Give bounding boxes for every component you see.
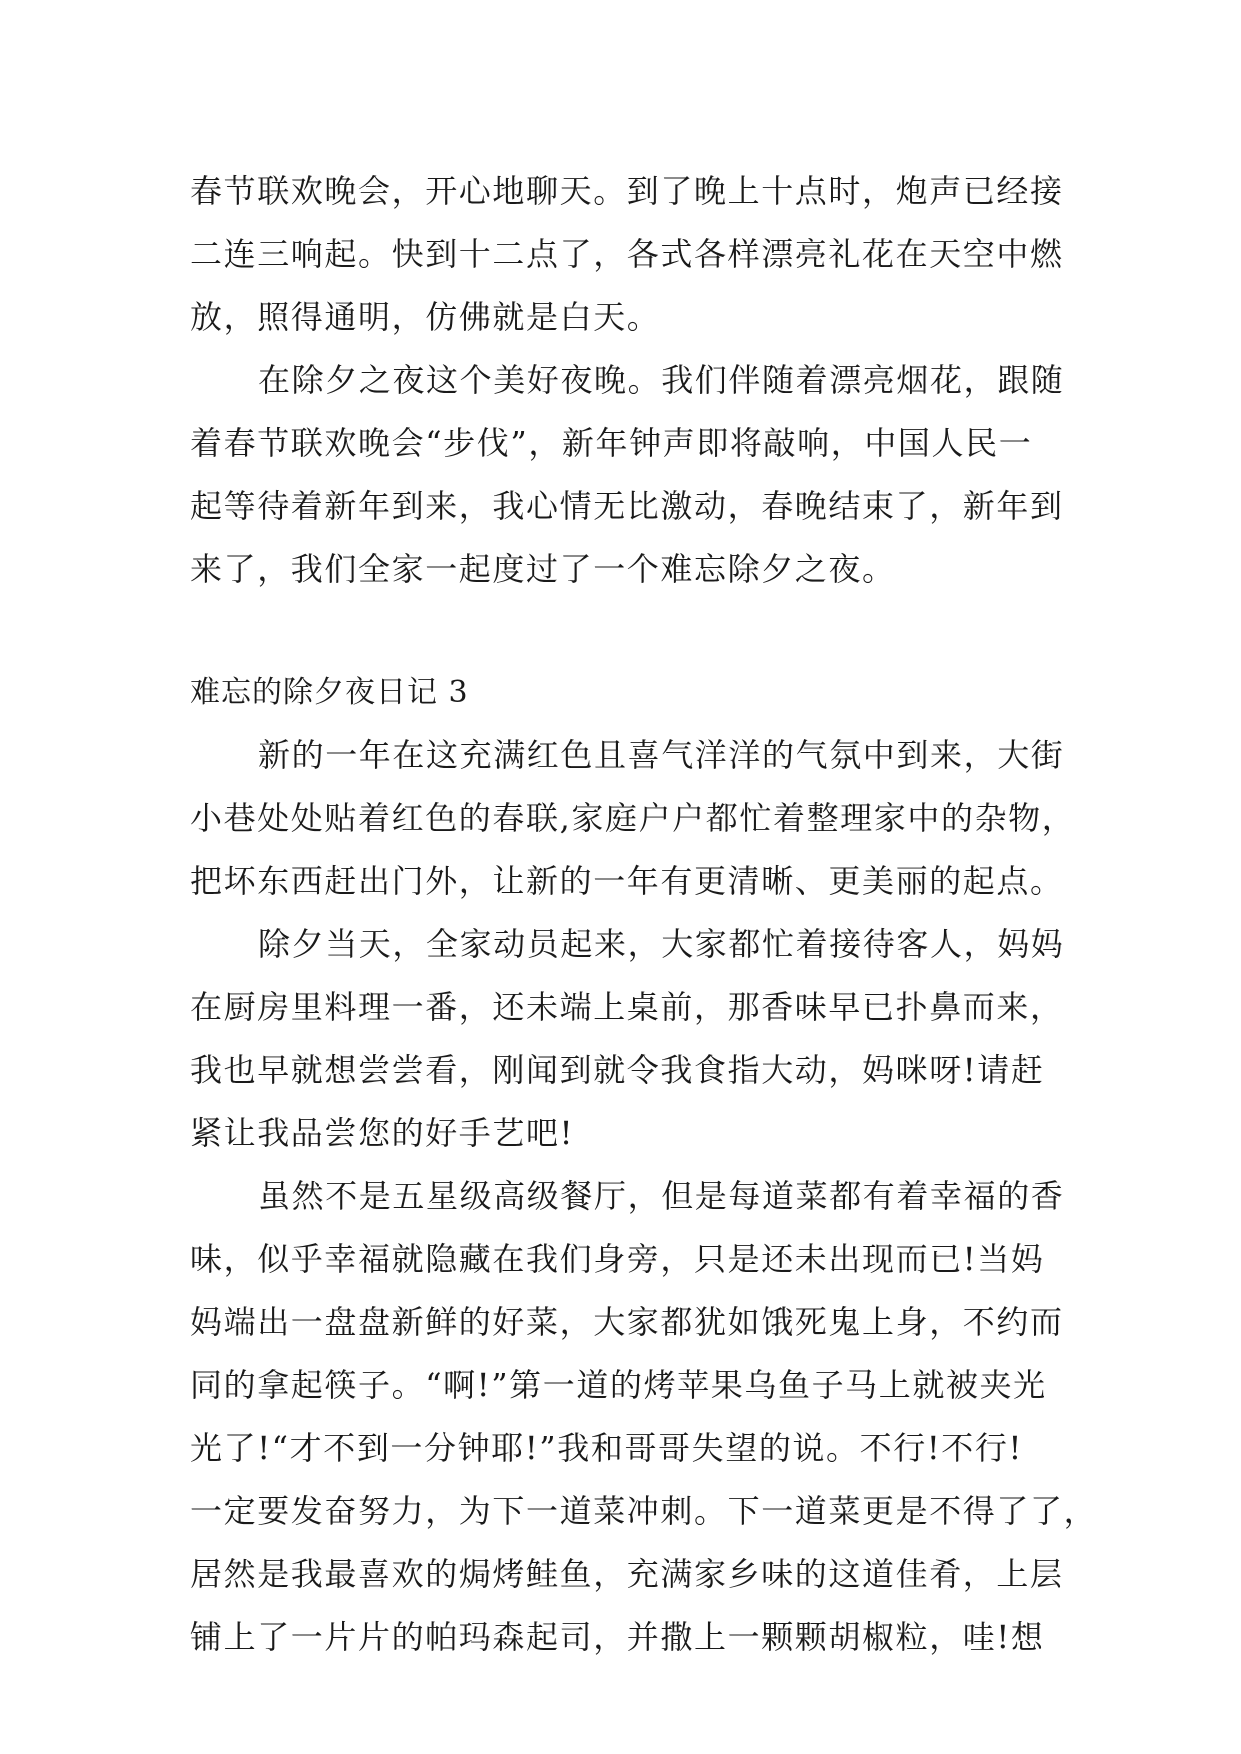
document-page [190, 160, 1098, 1669]
text-line: 味，似乎幸福就隐藏在我们身旁，只是还未出现而已!当妈 [190, 1240, 1045, 1278]
section-title: 难忘的除夕夜日记 3 [190, 675, 469, 710]
text-line: 在厨房里料理一番，还未端上桌前，那香味早已扑鼻而来， [190, 988, 1064, 1026]
text-line: 放，照得通明，仿佛就是白天。 [190, 298, 661, 336]
text-line: 着春节联欢晚会“步伐”，新年钟声即将敲响，中国人民一 [190, 424, 1033, 462]
text-line: 起等待着新年到来，我心情无比激动，春晚结束了，新年到 [190, 487, 1064, 525]
text-line: 虽然不是五星级高级餐厅，但是每道菜都有着幸福的香 [258, 1177, 1065, 1215]
text-line: 除夕当天，全家动员起来，大家都忙着接待客人，妈妈 [258, 925, 1065, 963]
text-line: 把坏东西赶出门外，让新的一年有更清晰、更美丽的起点。 [190, 862, 1064, 900]
text-line: 来了，我们全家一起度过了一个难忘除夕之夜。 [190, 550, 896, 588]
paragraph-1 [190, 160, 1064, 349]
text-line: 光了!“才不到一分钟耶!”我和哥哥失望的说。不行!不行! [190, 1429, 1023, 1467]
text-line: 在除夕之夜这个美好夜晚。我们伴随着漂亮烟花，跟随 [258, 361, 1065, 399]
text-line: 紧让我品尝您的好手艺吧! [190, 1114, 575, 1152]
paragraph-5 [190, 1165, 1098, 1669]
text-line: 妈端出一盘盘新鲜的好菜，大家都犹如饿死鬼上身，不约而 [190, 1303, 1064, 1341]
text-line: 小巷处处贴着红色的春联,家庭户户都忙着整理家中的杂物， [190, 799, 1076, 837]
text-line: 同的拿起筷子。“啊!”第一道的烤苹果乌鱼子马上就被夹光 [190, 1366, 1047, 1404]
text-line: 铺上了一片片的帕玛森起司，并撒上一颗颗胡椒粒，哇!想 [190, 1618, 1045, 1656]
text-line: 新的一年在这充满红色且喜气洋洋的气氛中到来，大街 [258, 736, 1065, 774]
paragraph-4 [190, 913, 1065, 1165]
text-line: 春节联欢晚会，开心地聊天。到了晚上十点时，炮声已经接 [190, 172, 1064, 210]
text-line: 一定要发奋努力，为下一道菜冲刺。下一道菜更是不得了了， [190, 1492, 1098, 1530]
paragraph-2 [190, 349, 1065, 601]
text-line: 我也早就想尝尝看，刚闻到就令我食指大动，妈咪呀!请赶 [190, 1051, 1045, 1089]
section-spacer [190, 601, 1050, 661]
text-line: 居然是我最喜欢的焗烤鲑鱼，充满家乡味的这道佳肴，上层 [190, 1555, 1064, 1593]
paragraph-3 [190, 724, 1076, 913]
text-line: 二连三响起。快到十二点了，各式各样漂亮礼花在天空中燃 [190, 235, 1064, 273]
